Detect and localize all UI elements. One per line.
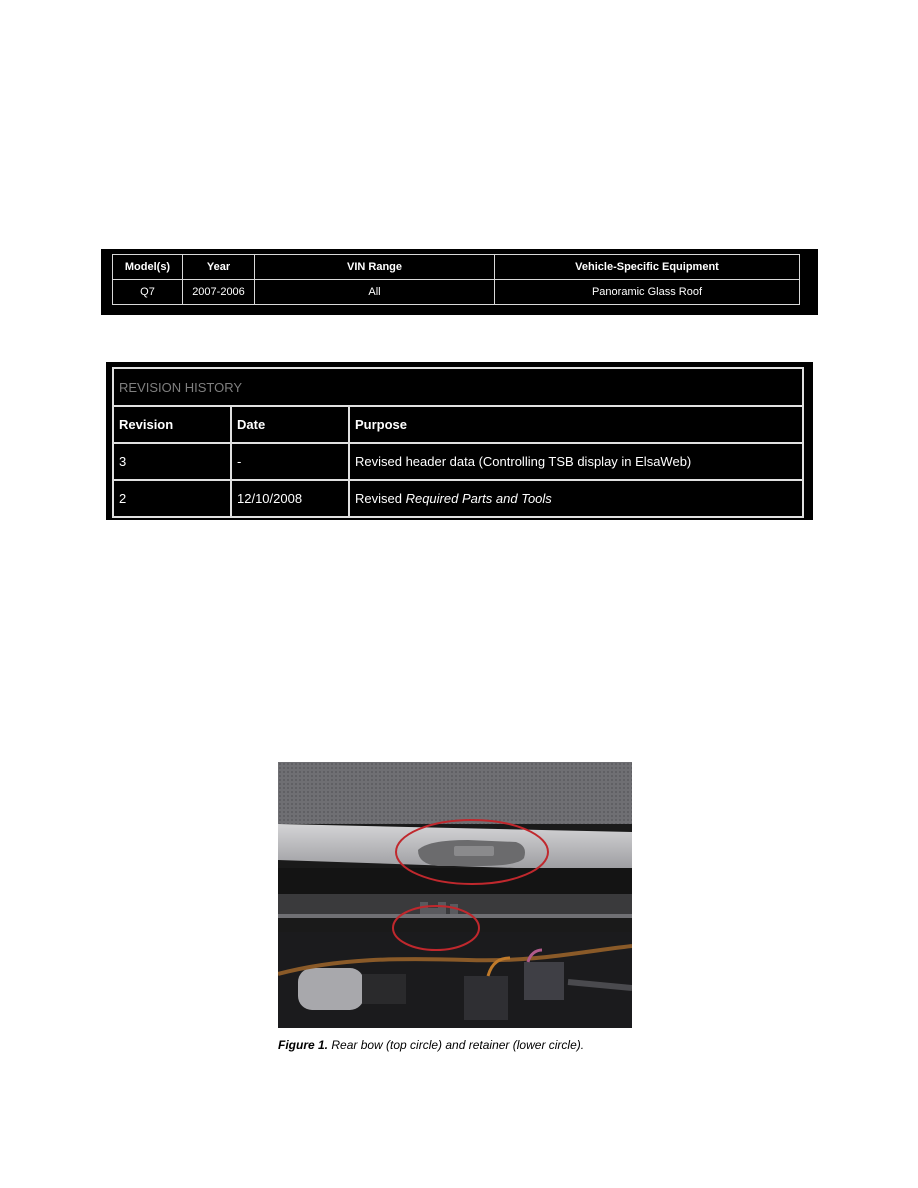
cell-revision: 2 xyxy=(113,480,231,517)
revision-title-row xyxy=(113,368,803,406)
revision-header-row xyxy=(113,406,803,443)
figure-caption xyxy=(278,1038,698,1052)
figure-photo-graphic xyxy=(278,762,632,1028)
connector xyxy=(464,976,508,1020)
table-row xyxy=(113,280,800,305)
cell-vin-range: All xyxy=(255,280,495,305)
header-vin-range: VIN Range xyxy=(255,255,495,280)
vehicle-table-block xyxy=(101,249,818,315)
connector xyxy=(524,962,564,1000)
purpose-text: Revised xyxy=(355,491,406,506)
figure-photo xyxy=(278,762,632,1028)
revision-history-table xyxy=(112,367,804,518)
cell-model: Q7 xyxy=(113,280,183,305)
cell-purpose xyxy=(349,443,803,480)
revision-history-title: REVISION HISTORY xyxy=(113,368,803,406)
figure-label: Figure 1. xyxy=(278,1038,329,1052)
header-models: Model(s) xyxy=(113,255,183,280)
table-row xyxy=(113,443,803,480)
cell-date: - xyxy=(231,443,349,480)
cell-revision: 3 xyxy=(113,443,231,480)
motor xyxy=(298,968,364,1010)
cell-date: 12/10/2008 xyxy=(231,480,349,517)
header-equipment: Vehicle-Specific Equipment xyxy=(495,255,800,280)
header-date: Date xyxy=(231,406,349,443)
header-revision: Revision xyxy=(113,406,231,443)
cell-purpose xyxy=(349,480,803,517)
vehicle-table xyxy=(112,254,800,305)
purpose-italic-text: Required Parts and Tools xyxy=(405,491,552,506)
header-year: Year xyxy=(183,255,255,280)
revision-history-block xyxy=(106,362,813,520)
purpose-text: Revised header data (Controlling TSB display in ElsaWeb) xyxy=(355,454,692,469)
cell-equipment: Panoramic Glass Roof xyxy=(495,280,800,305)
cell-year: 2007-2006 xyxy=(183,280,255,305)
header-purpose: Purpose xyxy=(349,406,803,443)
sunshade-fabric xyxy=(278,762,632,824)
table-row xyxy=(113,480,803,517)
table-header-row xyxy=(113,255,800,280)
figure-caption-text: Rear bow (top circle) and retainer (lower circle). xyxy=(328,1038,585,1052)
